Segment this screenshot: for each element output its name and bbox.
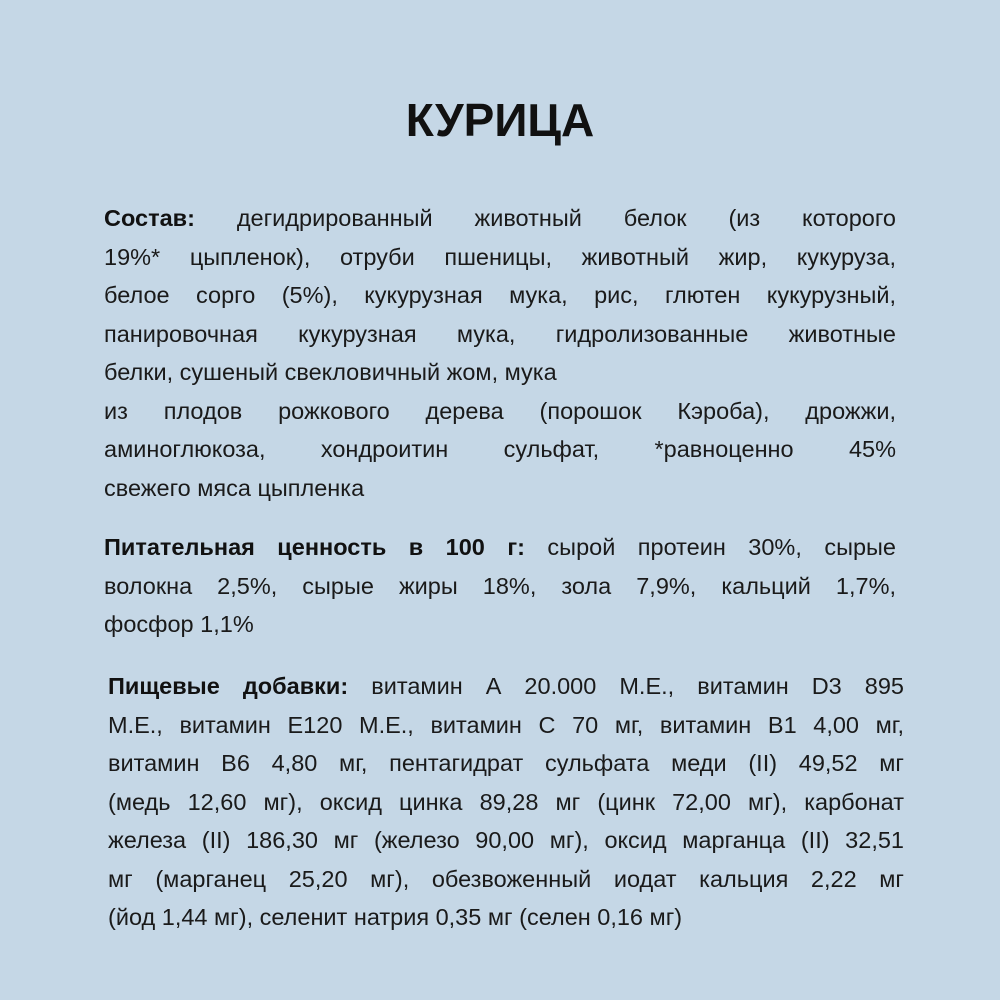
text-line: волокна 2,5%, сырые жиры 18%, зола 7,9%, кальций 1,7%, <box>104 572 896 599</box>
text-line: железа (II) 186,30 мг (железо 90,00 мг), оксид марганца (II) 32,51 <box>108 827 904 853</box>
text-line: (медь 12,60 мг), оксид цинка 89,28 мг (цинк 72,00 мг), карбонат <box>108 788 904 815</box>
text-line: Питательная ценность в 100 г: сырой протеин 30%, сырые <box>104 534 896 560</box>
additives-label: Пищевые добавки: <box>108 673 349 699</box>
page-title: КУРИЦА <box>405 94 595 146</box>
text-line: 19%* цыпленок), отруби пшеницы, животный жир, кукуруза, <box>104 243 896 270</box>
text-line: свежего мяса цыпленка <box>104 474 365 501</box>
text-line: мг (марганец 25,20 мг), обезвоженный иодат кальция 2,22 мг <box>108 865 904 892</box>
text-line: из плодов рожкового дерева (порошок Кэроба), дрожжи, <box>104 397 896 424</box>
text-line: Пищевые добавки: витамин А 20.000 М.Е., витамин D3 895 <box>108 673 904 699</box>
text-line: витамин В6 4,80 мг, пентагидрат сульфата меди (II) 49,52 мг <box>108 750 904 776</box>
text-line: (йод 1,44 мг), селенит натрия 0,35 мг (селен 0,16 мг) <box>108 904 683 930</box>
text-line: белое сорго (5%), кукурузная мука, рис, глютен кукурузный, <box>104 282 896 308</box>
text-line: аминоглюкоза, хондроитин сульфат, *равноценно 45% <box>104 436 896 462</box>
text-line: белки, сушеный свекловичный жом, мука <box>104 359 557 385</box>
nutrition-section <box>104 528 896 644</box>
text-line: М.Е., витамин Е120 М.Е., витамин С 70 мг, витамин В1 4,00 мг, <box>108 711 904 738</box>
composition-section <box>104 199 896 507</box>
text-line: панировочная кукурузная мука, гидролизованные животные <box>104 320 896 347</box>
nutrition-label: Питательная ценность в 100 г: <box>104 534 525 560</box>
text-line: Состав: дегидрированный животный белок (из которого <box>104 205 896 231</box>
text-line: фосфор 1,1% <box>104 611 254 637</box>
composition-label: Состав: <box>104 205 195 231</box>
additives-section <box>108 667 904 937</box>
